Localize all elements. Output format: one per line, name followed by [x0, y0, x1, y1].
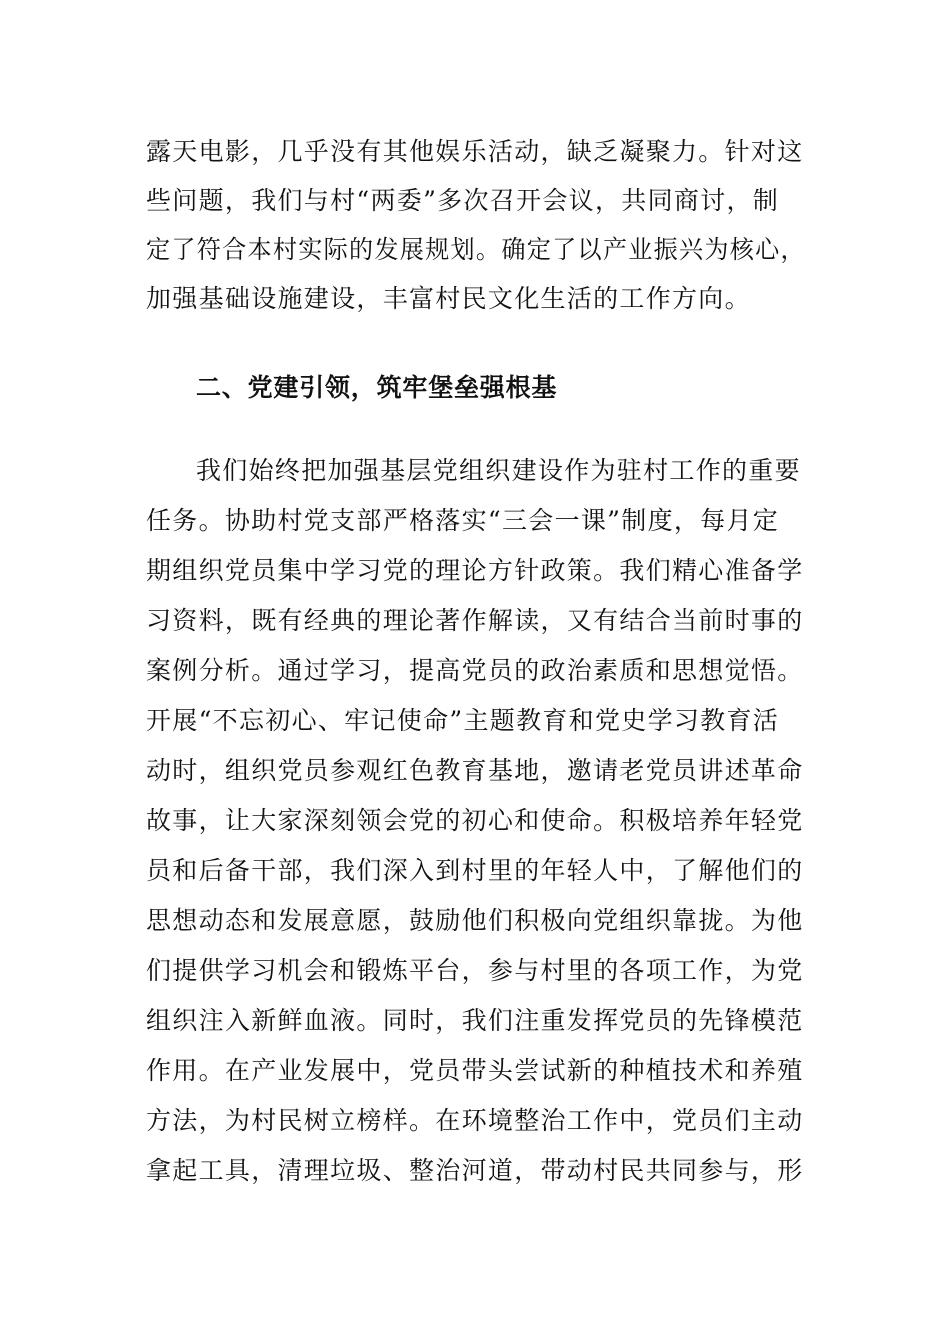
paragraph-line: 作用。在产业发展中，党员带头尝试新的种植技术和养殖: [146, 1056, 804, 1085]
paragraph-line: 方法，为村民树立榜样。在环境整治工作中，党员们主动: [146, 1106, 804, 1135]
paragraph-line: 加强基础设施建设，丰富村民文化生活的工作方向。: [146, 284, 751, 313]
paragraph-line: 拿起工具，清理垃圾、整治河道，带动村民共同参与，形: [146, 1156, 804, 1185]
paragraph-line: 期组织党员集中学习党的理论方针政策。我们精心准备学: [146, 556, 804, 585]
paragraph-line: 案例分析。通过学习，提高党员的政治素质和思想觉悟。: [146, 656, 804, 685]
paragraph-line: 露天电影，几乎没有其他娱乐活动，缺乏凝聚力。针对这: [146, 137, 804, 166]
paragraph-line: 思想动态和发展意愿，鼓励他们积极向党组织靠拢。为他: [146, 906, 804, 935]
paragraph-line: 开展“不忘初心、牢记使命”主题教育和党史学习教育活: [146, 706, 780, 735]
paragraph-line: 们提供学习机会和锻炼平台，参与村里的各项工作，为党: [146, 956, 804, 985]
paragraph-line: 动时，组织党员参观红色教育基地，邀请老党员讲述革命: [146, 756, 804, 785]
section-heading: 二、党建引领，筑牢堡垒强根基: [196, 373, 558, 402]
paragraph-line: 员和后备干部，我们深入到村里的年轻人中，了解他们的: [146, 856, 804, 885]
paragraph-line: 习资料，既有经典的理论著作解读，又有结合当前时事的: [146, 606, 804, 635]
paragraph-line: 任务。协助村党支部严格落实“三会一课”制度，每月定: [146, 506, 780, 535]
paragraph-line: 我们始终把加强基层党组织建设作为驻村工作的重要: [196, 456, 801, 485]
paragraph-line: 些问题，我们与村“两委”多次召开会议，共同商讨，制: [146, 186, 780, 215]
paragraph-line: 定了符合本村实际的发展规划。确定了以产业振兴为核心，: [146, 235, 806, 264]
paragraph-line: 组织注入新鲜血液。同时，我们注重发挥党员的先锋模范: [146, 1006, 804, 1035]
paragraph-line: 故事，让大家深刻领会党的初心和使命。积极培养年轻党: [146, 806, 804, 835]
